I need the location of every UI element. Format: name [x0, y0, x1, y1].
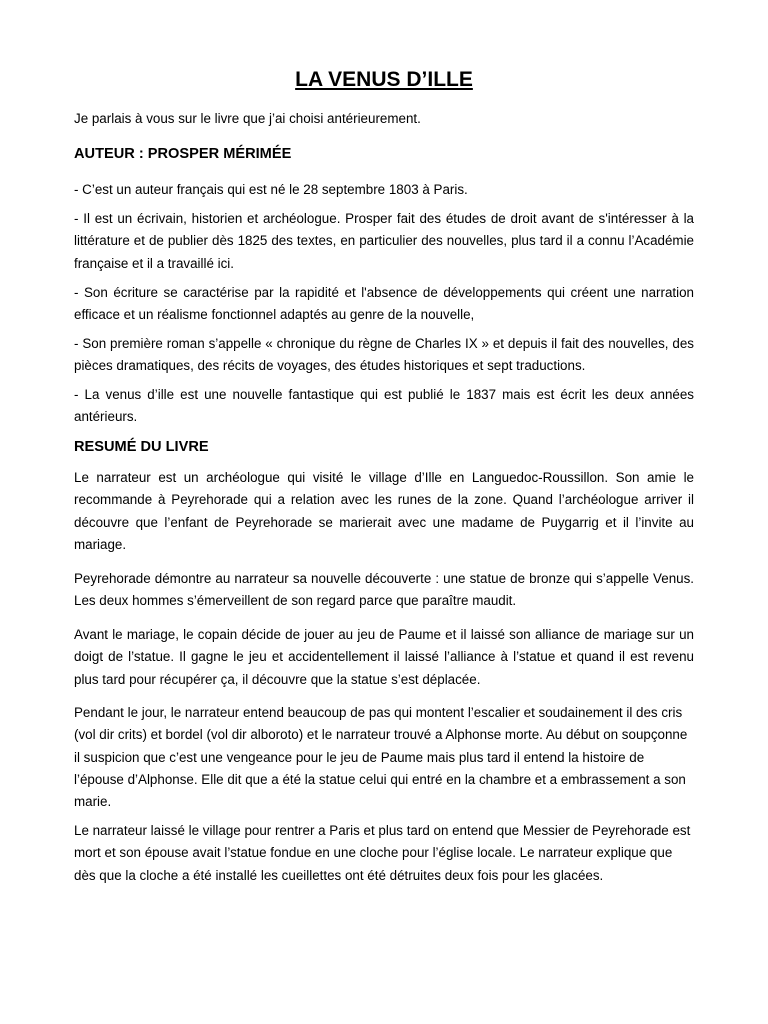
author-paragraph-3: - Son écriture se caractérise par la rapidité et l'absence de développements qui créent une narration efficace et un réalisme fonctionnel adaptés au genre de la nouvelle,: [74, 285, 694, 323]
document-title: LA VENUS D’ILLE: [295, 68, 473, 91]
author-paragraph-4: - Son première roman s’appelle « chronique du règne de Charles IX » et depuis il fait des nouvelles, des pièces dramatiques, des récits de voyages, des études historiques et sept traductions.: [74, 336, 694, 374]
author-paragraph-5: - La venus d’ille est une nouvelle fantastique qui est publié le 1837 mais est écrit les deux années antérieurs.: [74, 387, 694, 425]
intro-paragraph: Je parlais à vous sur le livre que j’ai choisi antérieurement.: [74, 111, 421, 126]
summary-paragraph-2: Peyrehorade démontre au narrateur sa nouvelle découverte : une statue de bronze qui s’appelle Venus. Les deux hommes s’émerveillent de son regard parce que paraître maudit.: [74, 571, 694, 609]
summary-paragraph-4: Pendant le jour, le narrateur entend beaucoup de pas qui montent l’escalier et soudainement il des cris (vol dir crits) et bordel (vol dir alboroto) et le narrateur trouvé a Alphonse morte. Au début on soupçonne il suspicion que c’est une vengeance pour le jeu de Paume mais plus tard il entend la histoire de l’épouse d’Alphonse. Elle dit que a été la statue celui qui entré en la chambre et a embrassement a son marie.: [74, 705, 688, 810]
summary-paragraph-5: Le narrateur laissé le village pour rentrer a Paris et plus tard on entend que Messier de Peyrehorade est mort et son épouse avait l’statue fondue en une cloche pour l’église locale. Le narrateur explique que dès que la cloche a été installé les cueillettes ont été détruites deux fois pour les glacées.: [74, 823, 691, 883]
author-paragraph-2: - Il est un écrivain, historien et archéologue. Prosper fait des études de droit avant de s'intéresser à la littérature et de publier dès 1825 des textes, en particulier des nouvelles, plus tard il a connu l’Académie française et il a travaillé ici.: [74, 211, 694, 271]
author-paragraph-1: - C’est un auteur français qui est né le 28 septembre 1803 à Paris.: [74, 182, 468, 197]
summary-paragraph-1: Le narrateur est un archéologue qui visité le village d’Ille en Languedoc-Roussillon. Son amie le recommande à Peyrehorade qui a relation avec les runes de la zone. Quand l’archéologue arriver il découvre que l’enfant de Peyrehorade se marierait avec une madame de Puygarrig et il l’invite au mariage.: [74, 470, 694, 552]
summary-paragraph-3: Avant le mariage, le copain décide de jouer au jeu de Paume et il laissé son alliance de mariage sur un doigt de l’statue. Il gagne le jeu et accidentellement il laissé l’alliance à l’statue et quand il est revenu plus tard pour récupérer ça, il découvre que la statue s’est déplacée.: [74, 627, 694, 687]
section-heading-author: AUTEUR : PROSPER MÉRIMÉE: [74, 146, 292, 162]
section-heading-summary: RESUMÉ DU LIVRE: [74, 439, 209, 455]
